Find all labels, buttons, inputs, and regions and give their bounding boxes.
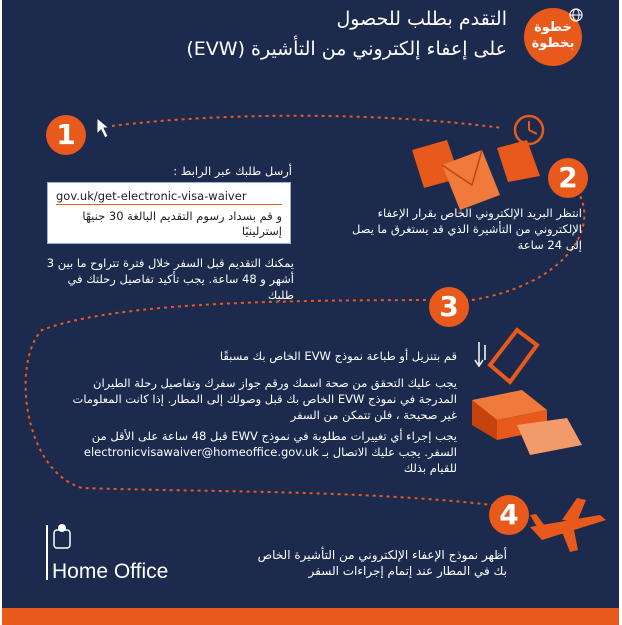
badge-line2: بخطوة [531,36,575,51]
step-1-note: يمكنك التقديم قبل السفر خلال فترة تتراوح ما بين 3 أشهر و 48 ساعة. يجب تأكيد تفاصيل رحلتك في طلبك [46,256,294,302]
airplane-icon [530,498,606,552]
printer-icon [472,390,582,455]
step-3-p2: يجب عليك التحقق من صحة اسمك ورقم جواز سفرك وتفاصيل رحلة الطيران المدرجة في نموذج EVW الخاص بك قبل وصولك إلى المطار. إذا كانت المعلومات غير صحيحة ، فلن تتمكن من السفر [72,376,457,422]
step-4-text: أظهر نموذج الإعفاء الإلكتروني من التأشيرة الخاص بك في المطار عند إتمام إجراءات السفر [257,548,507,578]
badge-line1: خطوة [534,20,572,35]
fee-text: و قم بسداد رسوم التقديم البالغة 30 جنيهًا إسترلينيًا [82,209,282,238]
bottom-accent-bar [2,608,619,625]
step-3-p1: قم بتنزيل أو طباعة نموذج EVW الخاص بك مسبقًا [219,349,457,363]
step-3-number: 3 [429,287,469,327]
crest-icon [54,524,70,548]
download-arrows-icon [475,342,485,366]
step-1-lead: أرسل طلبك عبر الرابط : [173,164,292,178]
step-2-number: 2 [548,158,588,198]
step-1-number: 1 [46,115,86,155]
step-2-text: انتظر البريد الإلكتروني الخاص بقرار الإعفاء الإلكتروني من التأشيرة الذي قد يستغرق ما يصل إلى 24 ساعة [352,206,582,252]
envelope-icon [412,140,540,210]
step-3-p3: يجب إجراء أي تغييرات مطلوبة في نموذج EWV قبل 48 ساعة على الأقل من السفر. يجب عليك الاتصال بـ electronicvisawaiver@homeoffice.gov.uk للقيام بذلك [83,429,457,475]
cursor-icon [97,118,109,138]
decor-layer [2,0,619,625]
infographic [2,0,619,625]
clock-icon [515,116,543,144]
page-title-line1: التقدم بطلب للحصول [336,8,507,30]
evw-link[interactable]: gov.uk/get-electronic-visa-waiver [56,189,282,205]
link-box [47,182,291,244]
page-title-line2: على إعفاء إلكتروني من التأشيرة (EVW) [186,38,507,60]
globe-icon [569,8,583,22]
phone-icon [490,330,537,382]
step-4-number: 4 [489,495,529,535]
home-office-logo-text: Home Office [52,560,169,583]
footer-divider [46,525,48,580]
